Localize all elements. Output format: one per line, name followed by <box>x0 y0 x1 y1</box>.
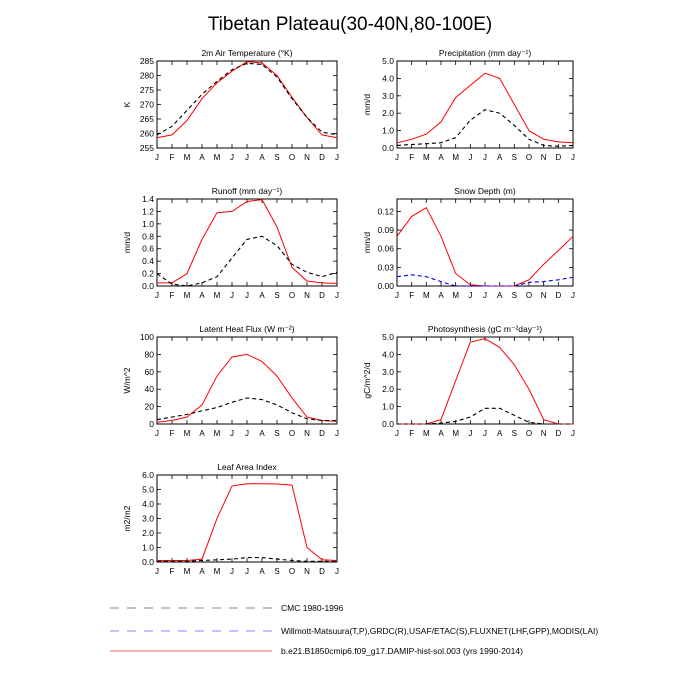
y-axis-label: W/m^2 <box>122 367 132 394</box>
x-tick-label: F <box>409 153 415 162</box>
panel-title: Latent Heat Flux (W m⁻²) <box>199 324 295 334</box>
x-tick-label: F <box>409 429 415 438</box>
y-axis-label: gC/m^2/d <box>362 362 372 399</box>
x-tick-label: J <box>230 567 234 576</box>
x-tick-label: O <box>288 291 296 300</box>
panel-title: Photosynthesis (gC m⁻²day⁻¹) <box>427 324 543 334</box>
x-tick-label: S <box>274 153 280 162</box>
x-tick-label: M <box>183 567 191 576</box>
y-tick-label: 0.0 <box>142 557 154 567</box>
x-tick-label: D <box>555 153 562 162</box>
x-tick-label: J <box>245 429 249 438</box>
x-tick-label: D <box>319 429 325 438</box>
y-tick-label: 275 <box>139 85 154 95</box>
x-tick-label: N <box>304 291 310 300</box>
series-line-model <box>157 200 337 284</box>
x-tick-label: A <box>199 567 205 576</box>
x-tick-label: O <box>288 429 296 438</box>
y-tick-label: 4.0 <box>382 73 394 84</box>
y-tick-label: 0.0 <box>142 281 154 291</box>
x-tick-label: M <box>183 429 191 438</box>
y-axis-label: mm/d <box>362 93 372 116</box>
x-tick-label: J <box>230 291 234 300</box>
x-tick-label: A <box>438 291 444 300</box>
panel-2m-air-temperature-k <box>122 48 339 162</box>
x-tick-label: A <box>259 153 265 162</box>
y-tick-label: 40 <box>144 384 154 395</box>
y-tick-label: 0 <box>149 419 154 429</box>
x-tick-label: J <box>155 291 159 300</box>
x-tick-label: F <box>169 153 175 162</box>
x-tick-label: M <box>422 153 430 162</box>
x-tick-label: S <box>274 429 280 438</box>
legend <box>110 603 598 656</box>
x-tick-label: N <box>540 291 547 300</box>
y-tick-label: 0.0 <box>382 419 394 429</box>
y-tick-label: 1.0 <box>142 542 154 553</box>
plot-frame <box>157 337 337 424</box>
y-tick-label: 0.06 <box>377 243 394 254</box>
series-line-model <box>157 354 337 422</box>
x-tick-label: M <box>452 429 460 438</box>
x-tick-label: O <box>288 153 296 162</box>
y-tick-label: 0.03 <box>377 262 394 273</box>
legend-entry-1 <box>110 626 598 636</box>
y-tick-label: 0.2 <box>142 268 154 279</box>
y-tick-label: 1.0 <box>142 218 154 229</box>
x-tick-label: D <box>555 429 562 438</box>
series-line-model <box>157 484 337 561</box>
y-tick-label: 6.0 <box>142 470 154 480</box>
y-tick-label: 1.2 <box>142 206 154 217</box>
x-tick-label: J <box>155 153 159 162</box>
y-tick-label: 4.0 <box>142 499 154 509</box>
panel-runoff-mm-day <box>122 186 339 300</box>
x-tick-label: J <box>155 567 159 576</box>
x-tick-label: A <box>259 567 265 576</box>
y-tick-label: 3.0 <box>382 90 394 101</box>
x-tick-label: N <box>540 153 547 162</box>
series-line-cmc <box>157 236 337 286</box>
x-tick-label: J <box>245 153 249 162</box>
x-tick-label: O <box>525 429 533 438</box>
y-axis-label: mm/d <box>362 231 372 254</box>
x-tick-label: J <box>395 429 399 438</box>
x-tick-label: M <box>213 567 221 576</box>
x-tick-label: A <box>496 153 503 162</box>
x-tick-label: J <box>571 429 575 438</box>
y-tick-label: 4.0 <box>382 349 394 360</box>
panels <box>122 48 575 576</box>
panel-title: 2m Air Temperature (°K) <box>201 48 293 58</box>
x-tick-label: J <box>468 291 473 300</box>
x-tick-label: J <box>571 291 575 300</box>
panel-title: Precipitation (mm day⁻¹) <box>438 48 532 58</box>
x-tick-label: N <box>304 567 310 576</box>
y-tick-label: 285 <box>139 56 154 66</box>
x-tick-label: M <box>452 153 460 162</box>
x-tick-label: O <box>525 291 533 300</box>
x-tick-label: J <box>245 567 249 576</box>
y-axis-label: K <box>122 101 132 108</box>
x-tick-label: A <box>259 291 265 300</box>
x-tick-label: A <box>199 429 205 438</box>
x-tick-label: A <box>199 153 205 162</box>
x-tick-label: F <box>169 291 175 300</box>
x-tick-label: D <box>319 567 325 576</box>
x-tick-label: J <box>395 153 399 162</box>
x-tick-label: F <box>169 567 175 576</box>
series-line-cmc <box>157 63 337 135</box>
legend-entry-0 <box>110 603 344 613</box>
x-tick-label: M <box>422 291 430 300</box>
plot-frame <box>157 475 337 562</box>
x-tick-label: M <box>452 291 460 300</box>
y-tick-label: 3.0 <box>142 513 154 524</box>
legend-label: CMC 1980-1996 <box>281 603 344 613</box>
panel-precipitation-mm-day <box>362 48 575 162</box>
x-tick-label: M <box>183 153 191 162</box>
x-tick-label: J <box>230 153 234 162</box>
plot-frame <box>397 199 573 286</box>
x-tick-label: J <box>245 291 249 300</box>
y-tick-label: 1.0 <box>382 125 394 136</box>
y-tick-label: 0.12 <box>377 206 394 217</box>
plot-frame <box>157 61 337 148</box>
x-tick-label: A <box>199 291 205 300</box>
x-tick-label: J <box>483 153 487 162</box>
x-tick-label: N <box>540 429 547 438</box>
series-line-model <box>397 73 573 143</box>
y-tick-label: 270 <box>139 99 154 110</box>
series-line-model <box>157 62 337 138</box>
y-tick-label: 5.0 <box>382 56 394 66</box>
y-tick-label: 265 <box>139 114 154 124</box>
x-tick-label: S <box>511 291 518 300</box>
y-tick-label: 280 <box>139 70 154 81</box>
legend-entry-2 <box>110 646 523 656</box>
x-tick-label: J <box>335 429 339 438</box>
figure-title: Tibetan Plateau(30-40N,80-100E) <box>207 14 493 35</box>
panel-latent-heat-flux-w-m <box>122 324 339 438</box>
y-tick-label: 1.0 <box>382 401 394 412</box>
y-tick-label: 255 <box>139 143 154 153</box>
x-tick-label: J <box>335 567 339 576</box>
x-tick-label: D <box>319 291 325 300</box>
x-tick-label: J <box>155 429 159 438</box>
x-tick-label: J <box>483 429 487 438</box>
y-tick-label: 3.0 <box>382 366 394 377</box>
x-tick-label: O <box>525 153 533 162</box>
y-tick-label: 5.0 <box>142 484 154 495</box>
x-tick-label: S <box>274 567 280 576</box>
x-tick-label: J <box>230 429 234 438</box>
y-tick-label: 0.8 <box>142 231 154 242</box>
y-tick-label: 100 <box>139 332 154 342</box>
y-tick-label: 260 <box>139 128 154 139</box>
plot-frame <box>397 337 573 424</box>
y-axis-label: m2/m2 <box>122 505 132 532</box>
x-tick-label: A <box>438 153 444 162</box>
y-tick-label: 0.0 <box>382 143 394 153</box>
x-tick-label: M <box>213 153 221 162</box>
x-tick-label: D <box>319 153 325 162</box>
x-tick-label: S <box>511 429 518 438</box>
x-tick-label: J <box>468 153 473 162</box>
x-tick-label: J <box>335 153 339 162</box>
x-tick-label: F <box>409 291 415 300</box>
y-tick-label: 2.0 <box>382 108 394 119</box>
x-tick-label: J <box>395 291 399 300</box>
series-line-cmc <box>397 110 573 147</box>
x-tick-label: A <box>259 429 265 438</box>
x-tick-label: J <box>335 291 339 300</box>
series-line-model <box>397 339 573 424</box>
panel-title: Leaf Area Index <box>217 462 277 472</box>
x-tick-label: N <box>304 429 310 438</box>
panel-photosynthesis-gc-m-day <box>362 324 575 438</box>
x-tick-label: S <box>511 153 518 162</box>
y-tick-label: 2.0 <box>382 384 394 395</box>
y-tick-label: 60 <box>144 366 154 377</box>
y-tick-label: 20 <box>144 401 154 412</box>
y-tick-label: 1.4 <box>142 194 154 204</box>
x-tick-label: D <box>555 291 562 300</box>
legend-label: Willmott-Matsuura(T,P),GRDC(R),USAF/ETAC(S),FLUXNET(LHF,GPP),MODIS(LAI) <box>281 626 599 636</box>
x-tick-label: J <box>483 291 487 300</box>
series-line-model <box>397 208 573 286</box>
panel-title: Snow Depth (m) <box>454 186 516 196</box>
x-tick-label: S <box>274 291 280 300</box>
x-tick-label: A <box>496 429 503 438</box>
y-tick-label: 5.0 <box>382 332 394 342</box>
y-tick-label: 80 <box>144 349 154 360</box>
x-tick-label: M <box>213 291 221 300</box>
series-line-cmc <box>157 398 337 421</box>
x-tick-label: J <box>571 153 575 162</box>
y-tick-label: 0.4 <box>142 256 154 267</box>
y-axis-label: mm/d <box>122 231 132 254</box>
x-tick-label: M <box>183 291 191 300</box>
x-tick-label: N <box>304 153 310 162</box>
x-tick-label: J <box>468 429 473 438</box>
y-tick-label: 0.6 <box>142 243 154 254</box>
x-tick-label: O <box>288 567 296 576</box>
panel-title: Runoff (mm day⁻¹) <box>211 186 283 196</box>
y-tick-label: 0.09 <box>377 225 394 236</box>
x-tick-label: A <box>496 291 503 300</box>
x-tick-label: M <box>422 429 430 438</box>
panel-snow-depth-m <box>362 186 575 300</box>
y-tick-label: 2.0 <box>142 528 154 538</box>
y-tick-label: 0.00 <box>377 281 394 291</box>
x-tick-label: A <box>438 429 444 438</box>
legend-label: b.e21.B1850cmip6.f09_g17.DAMIP-hist-sol.003 (yrs 1990-2014) <box>281 646 523 656</box>
x-tick-label: M <box>213 429 221 438</box>
panel-leaf-area-index <box>122 462 339 576</box>
x-tick-label: F <box>169 429 175 438</box>
